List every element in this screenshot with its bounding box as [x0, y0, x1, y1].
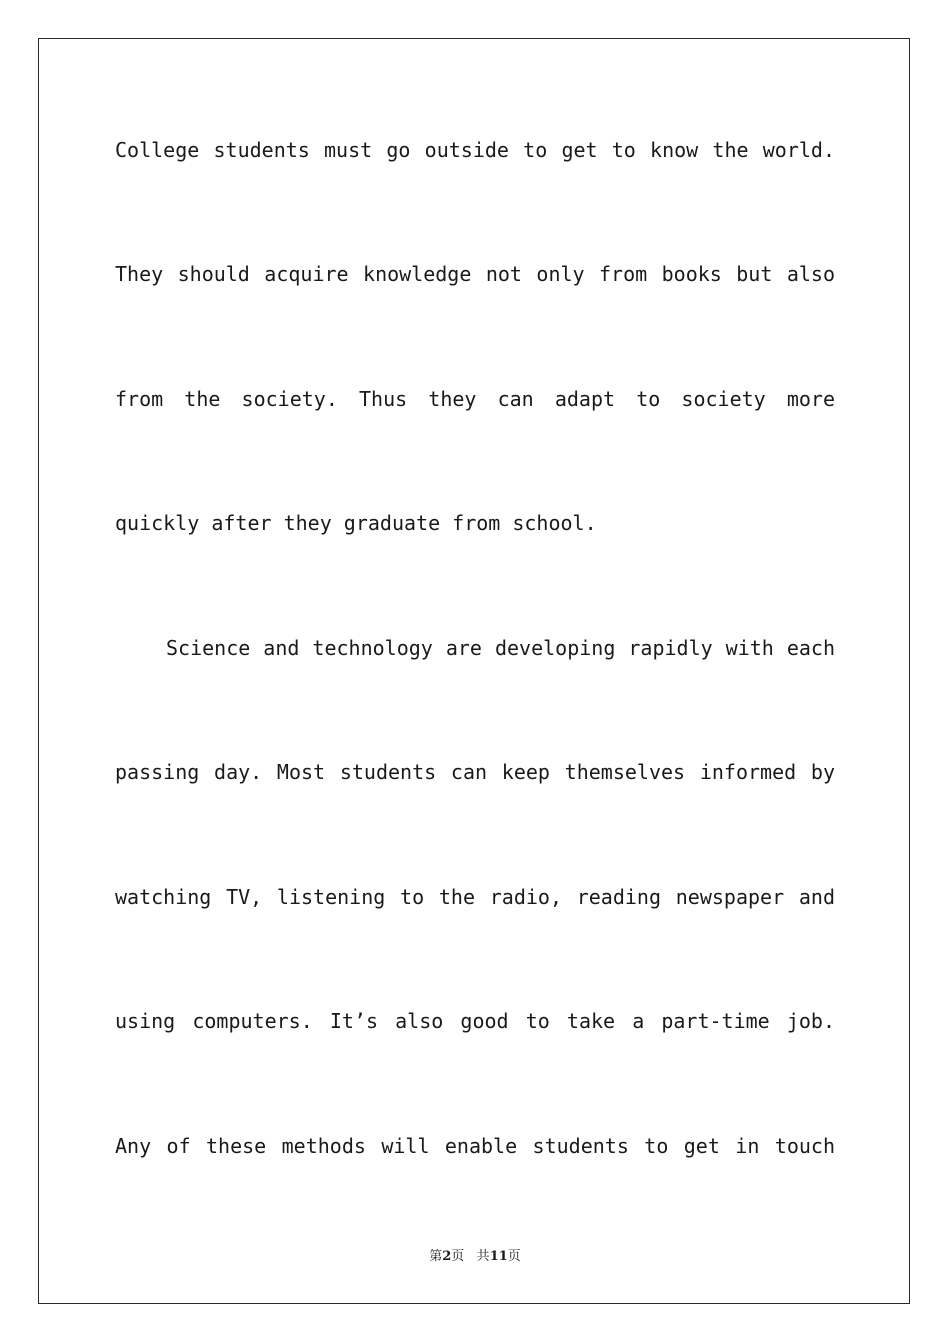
- text-line-9: Any of these methods will enable students to get in touch: [115, 1134, 835, 1158]
- footer-total-pages: 11: [489, 1249, 508, 1264]
- footer-total-suffix: 页: [507, 1249, 521, 1264]
- text-line-1: College students must go outside to get to know the world.: [115, 138, 835, 162]
- text-line-6: passing day. Most students can keep themselves informed by: [115, 760, 835, 784]
- text-line-8: using computers. It’s also good to take a part-time job.: [115, 1009, 835, 1033]
- text-line-5: Science and technology are developing rapidly with each: [166, 636, 835, 660]
- page-border: [38, 38, 910, 1304]
- page-footer: [0, 1248, 950, 1266]
- footer-total-prefix: 共: [476, 1249, 490, 1264]
- footer-page-suffix: 页: [451, 1249, 465, 1264]
- text-line-2: They should acquire knowledge not only from books but also: [115, 262, 835, 286]
- footer-page-prefix: 第: [429, 1249, 443, 1264]
- text-line-4: quickly after they graduate from school.: [115, 511, 597, 535]
- footer-page-number: 2: [442, 1249, 452, 1264]
- text-line-3: from the society. Thus they can adapt to society more: [115, 387, 835, 411]
- text-line-7: watching TV, listening to the radio, reading newspaper and: [115, 885, 835, 909]
